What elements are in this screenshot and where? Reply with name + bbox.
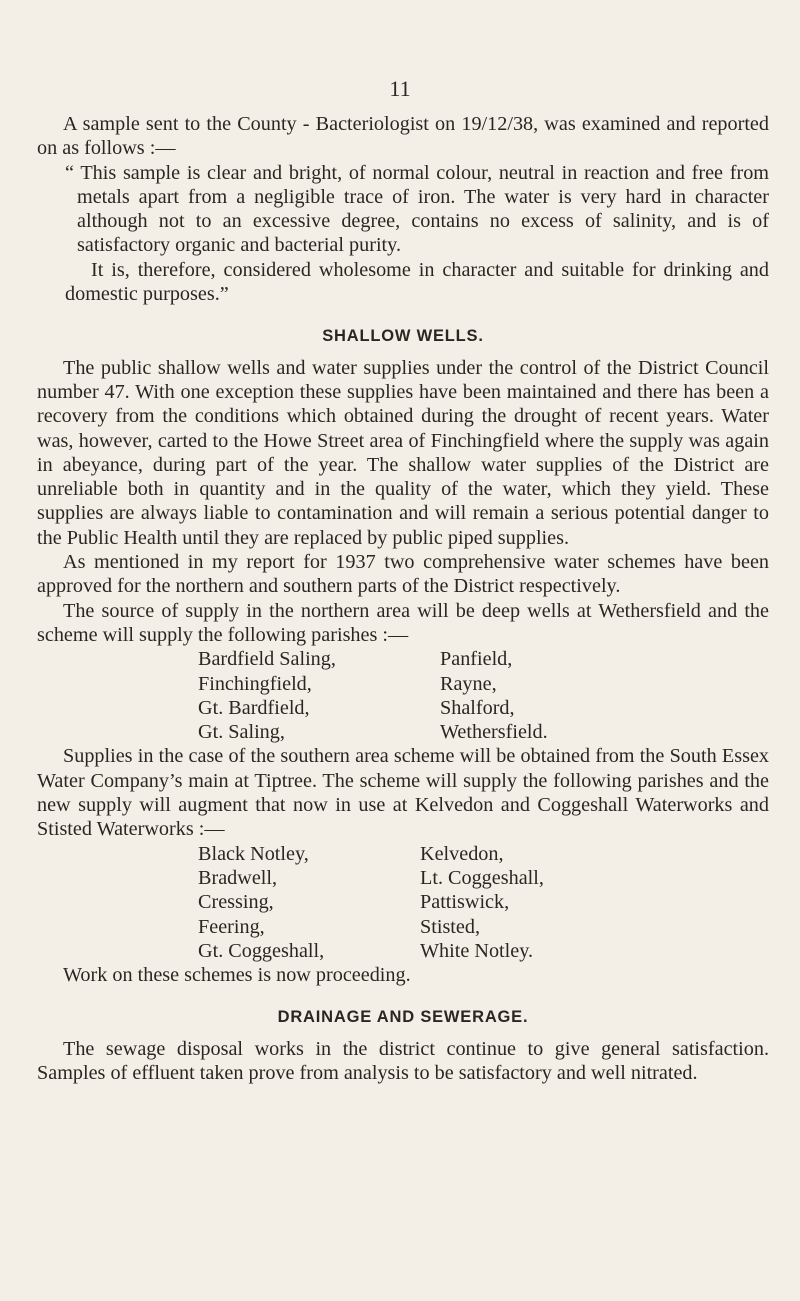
work-proceeding-paragraph: Work on these schemes is now proceeding. xyxy=(63,964,411,987)
parish-name: Feering, xyxy=(198,915,265,938)
parish-name: Cressing, xyxy=(198,891,274,914)
intro-paragraph: A sample sent to the County - Bacteriologist on 19/12/38, was examined and reported on as follows :— xyxy=(37,113,769,160)
northern-area-paragraph: The source of supply in the northern area will be deep wells at Wethersfield and the scheme will supply the following parishes :— xyxy=(37,599,769,646)
parish-name: Wethersfield. xyxy=(440,721,548,744)
parish-name: Rayne, xyxy=(440,672,497,695)
parish-name: Bardfield Saling, xyxy=(198,648,336,671)
parish-name: Bradwell, xyxy=(198,866,278,889)
southern-parishes-list xyxy=(37,842,769,963)
water-schemes-paragraph: As mentioned in my report for 1937 two comprehensive water schemes have been approved for the northern and southern parts of the District respectively. xyxy=(37,551,769,598)
parish-name: Gt. Bardfield, xyxy=(198,696,310,719)
parish-name: Shalford, xyxy=(440,696,515,719)
drainage-paragraph: The sewage disposal works in the district continue to give general satisfaction. Samples of effluent taken prove from analysis to be satisfactory and well nitrated. xyxy=(37,1037,769,1084)
northern-parishes-list xyxy=(37,647,769,744)
southern-area-paragraph: Supplies in the case of the southern area scheme will be obtained from the South Essex Water Company’s main at Tiptree. The scheme will supply the following parishes and the new supply will augment that now in use at Kelvedon and Coggeshall Waterworks and Stisted Waterworks :— xyxy=(37,745,769,841)
parish-name: Gt. Coggeshall, xyxy=(198,939,325,962)
section-heading-shallow-wells: SHALLOW WELLS. xyxy=(322,327,484,346)
quoted-report-conclusion: It is, therefore, considered wholesome in character and suitable for drinking and domestic purposes.” xyxy=(65,258,769,306)
quoted-report: “ This sample is clear and bright, of normal colour, neutral in reaction and free from metals apart from a negligible trace of iron. The water is very hard in character although not to an excessive degree, contains no excess of salinity, and is of satisfactory organic and bacterial purity. xyxy=(65,161,769,257)
parish-name: Pattiswick, xyxy=(420,891,510,914)
parish-name: Finchingfield, xyxy=(198,672,312,695)
parish-name: Lt. Coggeshall, xyxy=(420,866,544,889)
parish-name: Black Notley, xyxy=(198,842,309,865)
page-body xyxy=(37,112,769,1085)
parish-name: Panfield, xyxy=(440,648,513,671)
parish-name: White Notley. xyxy=(420,939,534,962)
page-number: 11 xyxy=(389,76,411,101)
shallow-wells-paragraph: The public shallow wells and water supplies under the control of the District Council number 47. With one exception these supplies have been maintained and there has been a recovery from the conditions which obtained during the drought of recent years. Water was, however, carted to the Howe Street area of Finchingfield where the supply was again in abeyance, during part of the year. The shallow water supplies of the District are unreliable both in quantity and in the quality of the water, which they yield. These supplies are always liable to contamination and will remain a serious potential danger to the Public Health until they are replaced by public piped supplies. xyxy=(37,356,769,549)
parish-name: Kelvedon, xyxy=(420,842,504,865)
parish-name: Stisted, xyxy=(420,915,481,938)
section-heading-drainage: DRAINAGE AND SEWERAGE. xyxy=(277,1008,529,1027)
parish-name: Gt. Saling, xyxy=(198,721,285,744)
